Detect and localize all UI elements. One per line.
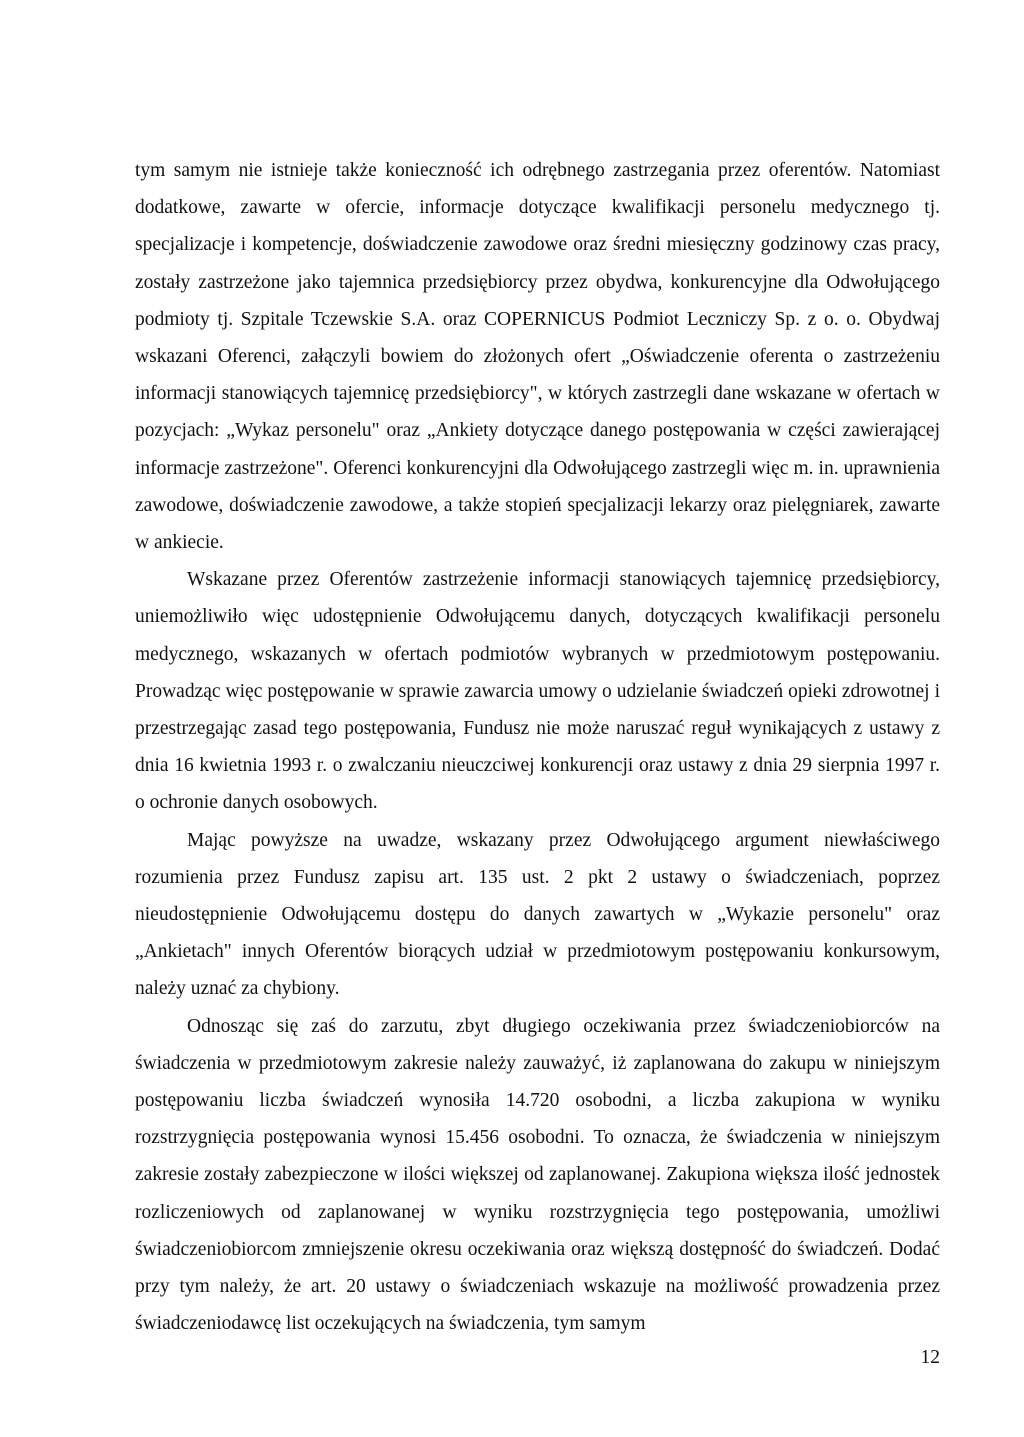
paragraph-argument-rejected: Mając powyższe na uwadze, wskazany przez Odwołującego argument niewłaściwego rozumienia przez Fundusz zapisu art. 135 ust. 2 pkt 2 ustawy o świadczeniach, poprzez nieudostępnienie Odwołującemu dostępu do danych zawartych w „Wykazie personelu" oraz „Ankietach" innych Oferentów biorących udział w przedmiotowym postępowaniu konkursowym, należy uznać za chybiony. <box>135 829 940 1000</box>
paragraph-continuation: tym samym nie istnieje także konieczność ich odrębnego zastrzegania przez oferentów. Natomiast dodatkowe, zawarte w ofercie, informacje dotyczące kwalifikacji personelu medycznego tj. specjalizacje i kompetencje, doświadczenie zawodowe oraz średni miesięczny godzinowy czas pracy, zostały zastrzeżone jako tajemnica przedsiębiorcy przez obydwa, konkurencyjne dla Odwołującego podmioty tj. Szpitale Tczewskie S.A. oraz COPERNICUS Podmiot Leczniczy Sp. z o. o. Obydwaj wskazani Oferenci, załączyli bowiem do złożonych ofert „Oświadczenie oferenta o zastrzeżeniu informacji stanowiących tajemnicę przedsiębiorcy", w których zastrzegli dane wskazane w ofertach w pozycjach: „Wykaz personelu" oraz „Ankiety dotyczące danego postępowania w części zawierającej informacje zastrzeżone". Oferenci konkurencyjni dla Odwołującego zastrzegli więc m. in. uprawnienia zawodowe, doświadczenie zawodowe, a także stopień specjalizacji lekarzy oraz pielęgniarek, zawarte w ankiecie. <box>135 160 940 554</box>
paragraph-waiting-time: Odnosząc się zaś do zarzutu, zbyt długiego oczekiwania przez świadczeniobiorców na świadczenia w przedmiotowym zakresie należy zauważyć, iż zaplanowana do zakupu w niniejszym postępowaniu liczba świadczeń wynosiła 14.720 osobodni, a liczba zakupiona w wyniku rozstrzygnięcia postępowania wynosi 15.456 osobodni. To oznacza, że świadczenia w niniejszym zakresie zostały zabezpieczone w ilości większej od zaplanowanej. Zakupiona większa ilość jednostek rozliczeniowych od zaplanowanej w wyniku rozstrzygnięcia tego postępowania, umożliwi świadczeniobiorcom zmniejszenie okresu oczekiwania oraz większą dostępność do świadczeń. Dodać przy tym należy, że art. 20 ustawy o świadczeniach wskazuje na możliwość prowadzenia przez świadczeniodawcę list oczekujących na świadczenia, tym samym <box>135 1015 940 1335</box>
body-text <box>135 152 940 1343</box>
paragraph-trade-secret: Wskazane przez Oferentów zastrzeżenie informacji stanowiących tajemnicę przedsiębiorcy, uniemożliwiło więc udostępnienie Odwołującemu danych, dotyczących kwalifikacji personelu medycznego, wskazanych w ofertach podmiotów wybranych w przedmiotowym postępowaniu. Prowadząc więc postępowanie w sprawie zawarcia umowy o udzielanie świadczeń opieki zdrowotnej i przestrzegając zasad tego postępowania, Fundusz nie może naruszać reguł wynikających z ustawy z dnia 16 kwietnia 1993 r. o zwalczaniu nieuczciwej konkurencji oraz ustawy z dnia 29 sierpnia 1997 r. o ochronie danych osobowych. <box>135 569 940 814</box>
page-number: 12 <box>920 1347 940 1368</box>
